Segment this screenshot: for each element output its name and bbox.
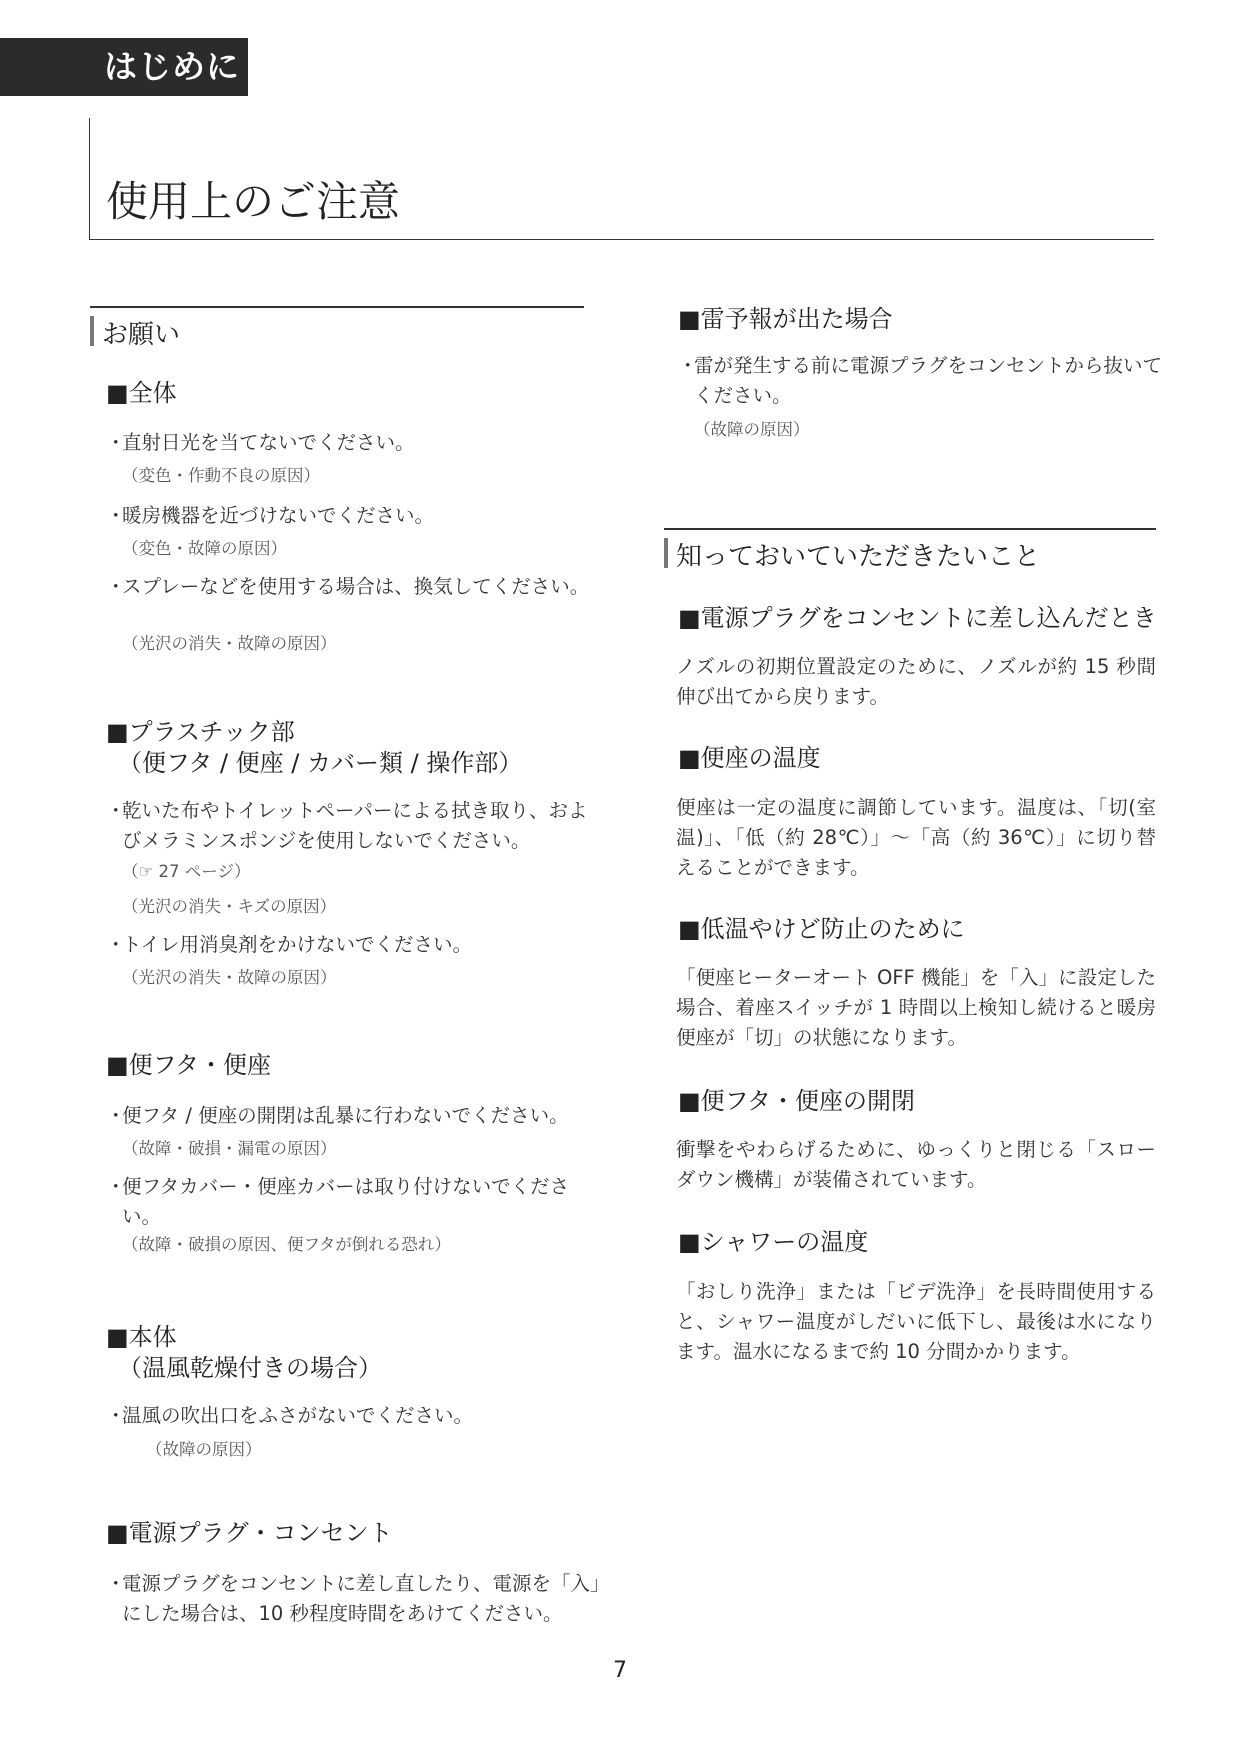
- subheading-general: ■全体: [106, 379, 177, 407]
- cause-note: （故障の原因）: [146, 1440, 262, 1459]
- list-item: ・ トイレ用消臭剤をかけないでください。: [106, 930, 602, 960]
- subheading-thunder: ■雷予報が出た場合: [678, 305, 893, 333]
- subheading-plug-inserted: ■電源プラグをコンセントに差し込んだとき: [678, 604, 1157, 632]
- cause-note: （光沢の消失・故障の原因）: [122, 968, 337, 987]
- section-heading-onegai: お願い: [90, 306, 584, 346]
- topic-text: 衝撃をやわらげるために、ゆっくりと閉じる「スローダウン機構」が装備されています。: [676, 1138, 1156, 1191]
- list-item: ・ 便フタ / 便座の開閉は乱暴に行わないでください。: [106, 1101, 602, 1131]
- page-header: [89, 118, 1154, 240]
- cause-note: （故障の原因）: [694, 420, 810, 439]
- page-title: 使用上のご注意: [106, 177, 401, 226]
- subheading-body-detail: （温風乾燥付きの場合）: [118, 1354, 382, 1382]
- cause-note: （故障・破損の原因、便フタが倒れる恐れ）: [122, 1235, 451, 1254]
- cause-note: （故障・破損・漏電の原因）: [122, 1139, 337, 1158]
- page-reference: （☞ 27 ページ）: [122, 862, 251, 881]
- list-item: ・ 便フタカバー・便座カバーは取り付けないでください。: [106, 1172, 602, 1232]
- list-item: ・ 暖房機器を近づけないでください。: [106, 501, 602, 531]
- list-item: ・ 直射日光を当てないでください。: [106, 428, 602, 458]
- chapter-tab: はじめに: [0, 38, 248, 96]
- subheading-lid-seat: ■便フタ・便座: [106, 1051, 271, 1079]
- list-item: ・ 電源プラグをコンセントに差し直したり、電源を「入」にした場合は、10 秒程度時間をあけてください。: [106, 1569, 602, 1629]
- subheading-lid-open-close: ■便フタ・便座の開閉: [678, 1087, 915, 1115]
- subheading-seat-temp: ■便座の温度: [678, 744, 821, 772]
- cause-note: （変色・故障の原因）: [122, 539, 287, 558]
- topic-text: 「おしり洗浄」または「ビデ洗浄」を長時間使用すると、シャワー温度がしだいに低下し、最後は水になります。温水になるまで約 10 分間かかります。: [676, 1280, 1156, 1363]
- list-item: ・ スプレーなどを使用する場合は、換気してください。: [106, 572, 602, 602]
- topic-text: ノズルの初期位置設定のために、ノズルが約 15 秒間伸び出てから戻ります。: [676, 655, 1156, 708]
- cause-note: （光沢の消失・故障の原因）: [122, 634, 337, 653]
- topic-text: 「便座ヒーターオート OFF 機能」を「入」に設定した場合、着座スイッチが 1 時間以上検知し続けると暖房便座が「切」の状態になります。: [676, 966, 1156, 1049]
- subheading-body: ■本体: [106, 1323, 177, 1351]
- list-item: ・ 雷が発生する前に電源プラグをコンセントから抜いてください。: [678, 351, 1178, 411]
- subheading-plastic: ■プラスチック部: [106, 718, 295, 746]
- subheading-low-temp-burn: ■低温やけど防止のために: [678, 915, 965, 943]
- cause-note: （変色・作動不良の原因）: [122, 466, 320, 485]
- list-item: ・ 乾いた布やトイレットペーパーによる拭き取り、およびメラミンスポンジを使用しないでください。: [106, 796, 602, 856]
- list-item: ・ 温風の吹出口をふさがないでください。: [106, 1401, 602, 1431]
- section-heading-shitte: 知っておいていただきたいこと: [664, 528, 1156, 568]
- subheading-plastic-detail: （便フタ / 便座 / カバー類 / 操作部）: [118, 749, 523, 777]
- cause-note: （光沢の消失・キズの原因）: [122, 897, 337, 916]
- subheading-shower-temp: ■シャワーの温度: [678, 1228, 869, 1256]
- subheading-power-plug: ■電源プラグ・コンセント: [106, 1519, 393, 1547]
- topic-text: 便座は一定の温度に調節しています。温度は、「切(室温)」、「低（約 28℃）」～「高（約 36℃）」に切り替えることができます。: [676, 796, 1156, 879]
- page-number: 7: [613, 1658, 627, 1683]
